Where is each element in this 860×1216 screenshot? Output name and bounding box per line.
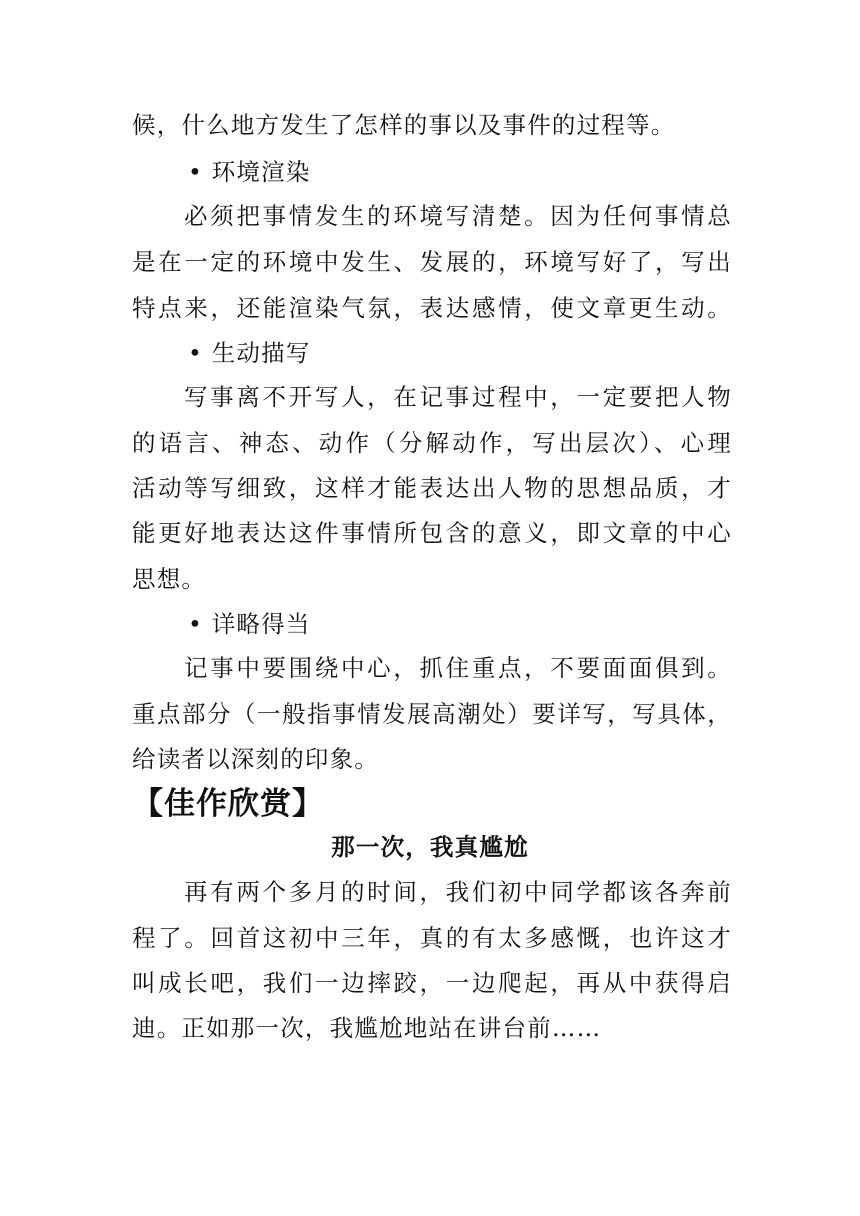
text-line: 记事中要围绕中心，抓住重点，不要面面俱到。	[184, 654, 732, 682]
text-line: 能更好地表达这件事情所包含的意义，即文章的中心	[132, 519, 732, 547]
bullet-heading-vivid-description: • 生动描写	[188, 339, 311, 367]
text-line: 候，什么地方发生了怎样的事以及事件的过程等。	[132, 111, 676, 139]
text-line: 必须把事情发生的环境写清楚。因为任何事情总	[184, 202, 732, 230]
text-line: 的语言、神态、动作（分解动作，写出层次）、心理	[132, 429, 732, 457]
text-line: 特点来，还能渲染气氛，表达感情，使文章更生动。	[132, 294, 732, 322]
bullet-heading-detail-balance: • 详略得当	[188, 610, 311, 638]
section-heading: 【佳作欣赏】	[132, 786, 324, 822]
article-title: 那一次，我真尴尬	[331, 833, 529, 861]
text-line: 思想。	[132, 565, 207, 593]
text-line: 给读者以深刻的印象。	[132, 745, 379, 773]
bullet-heading-environment: • 环境渲染	[188, 158, 311, 186]
text-line: 重点部分（一般指事情发展高潮处）要详写，写具体，	[132, 700, 732, 728]
text-line: 活动等写细致，这样才能表达出人物的思想品质，才	[132, 474, 732, 502]
text-line: 程了。回首这初中三年，真的有太多感慨，也许这才	[132, 924, 732, 952]
text-line: 是在一定的环境中发生、发展的，环境写好了，写出	[132, 248, 732, 276]
text-line: 写事离不开写人，在记事过程中，一定要把人物	[184, 383, 732, 411]
text-line: 迪。正如那一次，我尴尬地站在讲台前……	[132, 1014, 602, 1042]
text-line: 叫成长吧，我们一边摔跤，一边爬起，再从中获得启	[132, 969, 732, 997]
text-line: 再有两个多月的时间，我们初中同学都该各奔前	[184, 878, 732, 906]
